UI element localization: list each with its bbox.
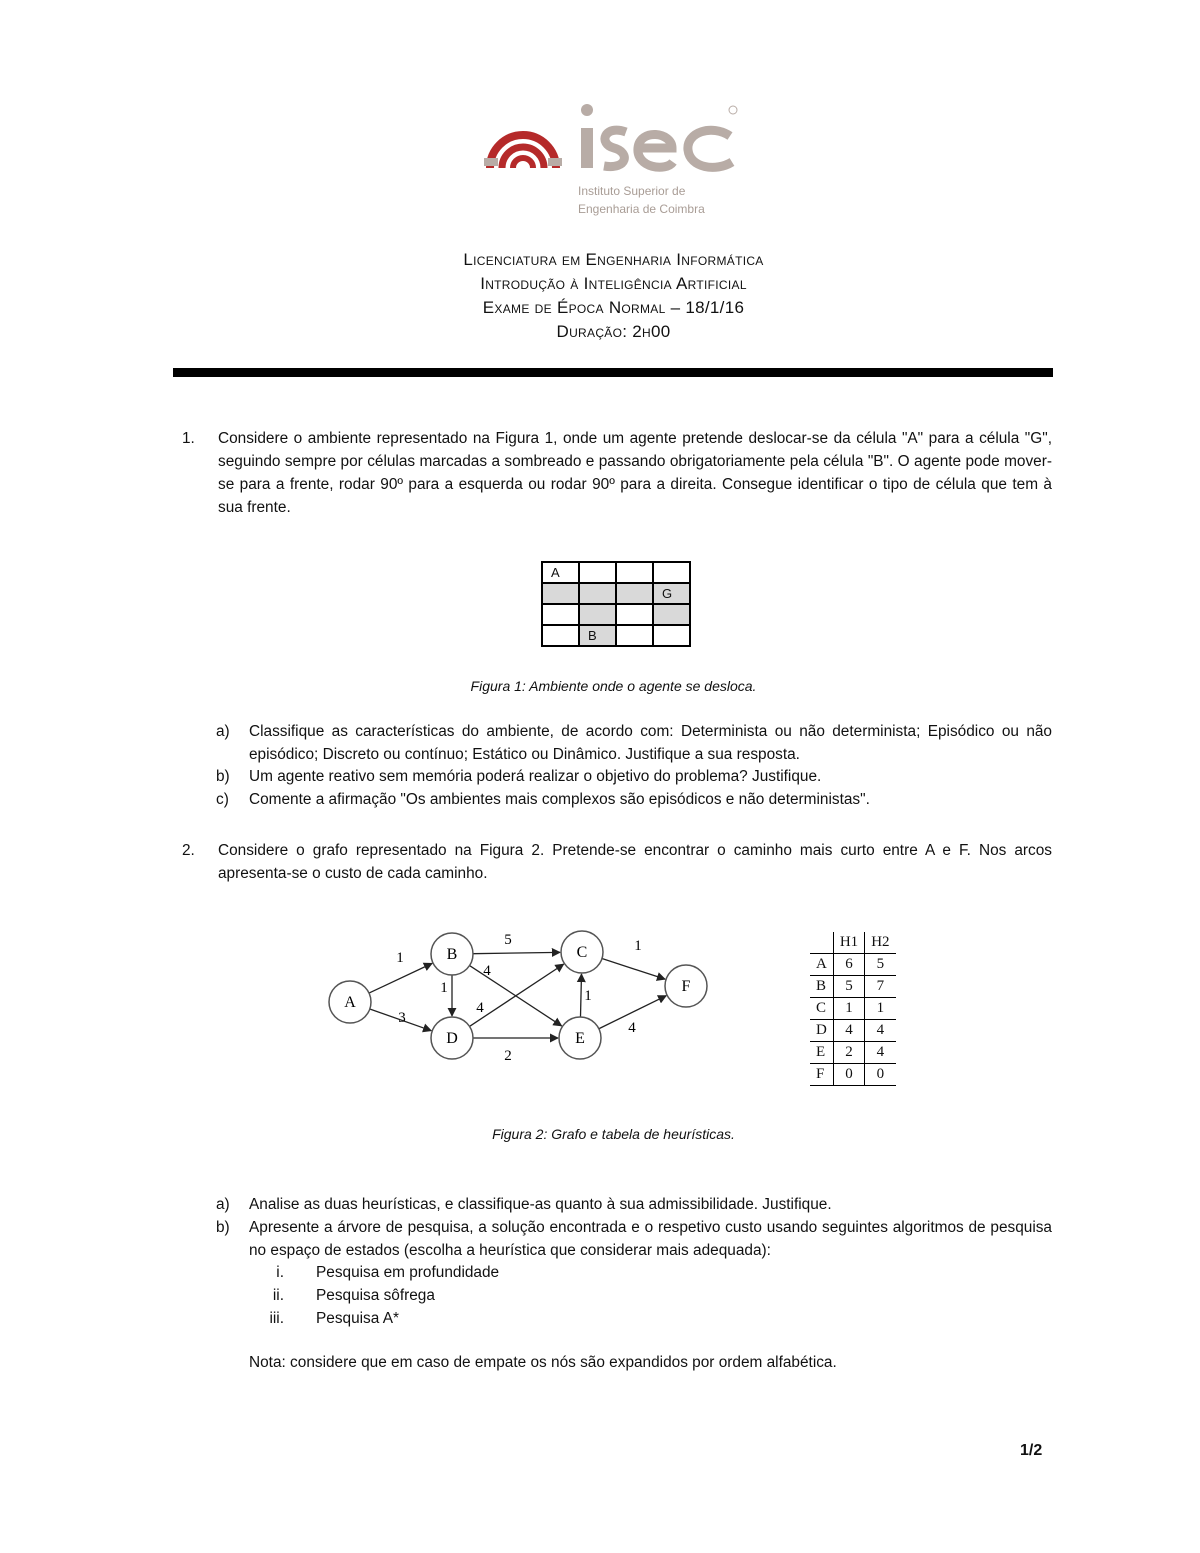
graph-node-label: A	[344, 994, 356, 1011]
graph-node-label: F	[681, 978, 691, 995]
grid-cell	[616, 583, 653, 604]
question-2a-label: a)	[216, 1196, 230, 1213]
grid-cell	[579, 604, 616, 625]
heuristics-h1-value: 2	[833, 1042, 864, 1064]
grid-cell-g: G	[653, 583, 690, 604]
heuristics-node: B	[810, 976, 833, 998]
graph-edge-a-b	[369, 963, 432, 993]
logo-subtitle	[578, 182, 705, 218]
figure-2-graph	[320, 920, 720, 1070]
question-2a	[216, 1193, 1052, 1216]
note-text: Nota: considere que em caso de empate os nós são expandidos por ordem alfabética.	[249, 1354, 837, 1371]
question-2	[182, 839, 1052, 885]
grid-cell	[616, 625, 653, 646]
question-2b-text: Apresente a árvore de pesquisa, a solução encontrada e o respetivo custo usando seguintes algoritmos de pesquisa no espaço de estados (escolha a heurística que considerar mais adequada):	[249, 1219, 1052, 1259]
grid-cell	[579, 583, 616, 604]
heuristics-h2-value: 7	[876, 978, 885, 994]
question-1b-text: Um agente reativo sem memória poderá realizar o objetivo do problema? Justifique.	[249, 768, 822, 785]
heuristics-node: E	[810, 1042, 833, 1064]
question-1c	[216, 788, 1052, 811]
graph-edge-cost: 2	[504, 1048, 512, 1064]
heuristics-h1-value: 4	[833, 1020, 864, 1042]
grid-cell	[542, 604, 579, 625]
question-2-number: 2.	[182, 842, 195, 859]
heuristics-node: F	[810, 1064, 833, 1086]
heuristics-row	[810, 998, 896, 1020]
grid-cell-b: B	[579, 625, 616, 646]
page-number: 1/2	[1020, 1442, 1043, 1459]
question-1a-label: a)	[216, 723, 230, 740]
grid-cell	[542, 583, 579, 604]
logo-sub-line-1: Instituto Superior de	[578, 184, 686, 198]
grid-cell	[616, 604, 653, 625]
grid-cell	[653, 562, 690, 583]
header-exam: Exame de Época Normal – 18/1/16	[482, 298, 745, 317]
graph-edge-cost: 4	[483, 963, 491, 979]
heuristics-row	[810, 1064, 896, 1086]
graph-edge-cost: 5	[504, 932, 512, 948]
question-1a-text: Classifique as características do ambiente, de acordo com: Determinista ou não determinista; Episódico ou não episódico; Discreto ou contínuo; Estático ou Dinâmico. Justifique a sua resposta.	[249, 723, 1052, 763]
grid-row	[542, 583, 690, 604]
heuristics-node: D	[810, 1020, 833, 1042]
figure-1-grid	[541, 561, 691, 647]
heuristics-h2-value: 0	[876, 1066, 885, 1082]
question-1-text: Considere o ambiente representado na Figura 1, onde um agente pretende deslocar-se da célula "A" para a célula "G", seguindo sempre por células marcadas a sombreado e passando obrigatoriamente pela célula "B". O agente pode mover-se para a frente, rodar 90º para a esquerda ou rodar 90º para a direita. Consegue identificar o tipo de célula que tem à sua frente.	[218, 430, 1052, 516]
heuristics-row	[810, 1042, 896, 1064]
heuristics-h1-value: 0	[833, 1064, 864, 1086]
header-subject: Introdução à Inteligência Artificial	[480, 274, 747, 293]
graph-edge-cost: 1	[396, 950, 404, 966]
heuristics-h2-value: 4	[876, 1044, 885, 1060]
heuristics-table	[810, 932, 896, 1086]
figure-1-caption: Figura 1: Ambiente onde o agente se desloca.	[470, 678, 757, 694]
note	[216, 1351, 1052, 1374]
header-rule	[173, 368, 1053, 377]
grid-cell	[653, 625, 690, 646]
algorithm-item-2-text: Pesquisa sôfrega	[316, 1287, 435, 1304]
question-1b-label: b)	[216, 768, 230, 785]
question-2b	[216, 1216, 1052, 1262]
grid-cell	[653, 604, 690, 625]
grid-cell	[542, 625, 579, 646]
grid-cell	[579, 562, 616, 583]
algorithm-item-3	[250, 1307, 399, 1330]
grid-row	[542, 625, 690, 646]
graph-node-label: D	[446, 1030, 458, 1047]
heuristics-header-h2: H2	[871, 934, 890, 950]
question-2-text: Considere o grafo representado na Figura 2. Pretende-se encontrar o caminho mais curto entre A e F. Nos arcos apresenta-se o custo de cada caminho.	[218, 842, 1052, 882]
heuristics-header-h1: H1	[833, 932, 864, 954]
question-1a	[216, 720, 1052, 766]
grid-cell	[616, 562, 653, 583]
question-1c-label: c)	[216, 791, 229, 808]
question-1c-text: Comente a afirmação "Os ambientes mais complexos são episódicos e não deterministas".	[249, 791, 870, 808]
question-2a-text: Analise as duas heurísticas, e classifique-as quanto à sua admissibilidade. Justifique.	[249, 1196, 832, 1213]
heuristics-row	[810, 954, 896, 976]
grid-row	[542, 604, 690, 625]
heuristics-node: A	[810, 954, 833, 976]
heuristics-h1-value: 5	[833, 976, 864, 998]
grid-row	[542, 562, 690, 583]
algorithm-item-1	[250, 1261, 499, 1284]
question-2b-label: b)	[216, 1219, 230, 1236]
graph-node-label: C	[576, 944, 588, 961]
header-course: Licenciatura em Engenharia Informática	[463, 250, 764, 269]
header-duration: Duração: 2h00	[556, 322, 671, 341]
graph-node-label: B	[446, 946, 458, 963]
heuristics-h1-value: 1	[833, 998, 864, 1020]
exam-header	[0, 248, 1200, 344]
algorithm-item-3-label: iii.	[269, 1310, 284, 1327]
heuristics-header-cell	[810, 932, 833, 954]
graph-edge-cost: 1	[634, 938, 642, 954]
algorithm-item-2-label: ii.	[272, 1287, 284, 1304]
graph-edge-cost: 4	[476, 1000, 484, 1016]
graph-edge-cost: 1	[584, 988, 592, 1004]
graph-edge-c-f	[602, 959, 665, 980]
heuristics-h2-value: 5	[876, 956, 885, 972]
heuristics-node: C	[810, 998, 833, 1020]
algorithm-item-3-text: Pesquisa A*	[316, 1310, 399, 1327]
heuristics-h2-value: 4	[876, 1022, 885, 1038]
heuristics-h2-value: 1	[876, 1000, 885, 1016]
heuristics-header-row	[810, 932, 896, 954]
graph-edge-cost: 3	[398, 1010, 406, 1026]
question-1b	[216, 765, 1052, 788]
heuristics-h1-value: 6	[833, 954, 864, 976]
algorithm-item-1-label: i.	[276, 1264, 284, 1281]
graph-edge-b-c	[473, 952, 560, 953]
graph-node-label: E	[575, 1030, 585, 1047]
heuristics-row	[810, 976, 896, 998]
figure-2-caption: Figura 2: Grafo e tabela de heurísticas.	[492, 1126, 735, 1142]
grid-cell-a: A	[542, 562, 579, 583]
heuristics-row	[810, 1020, 896, 1042]
algorithm-item-1-text: Pesquisa em profundidade	[316, 1264, 500, 1281]
question-1-number: 1.	[182, 430, 195, 447]
graph-edge-e-c	[580, 974, 581, 1017]
graph-edge-cost: 4	[628, 1020, 636, 1036]
question-1	[182, 427, 1052, 519]
graph-edge-cost: 1	[440, 980, 448, 996]
logo-sub-line-2: Engenharia de Coimbra	[578, 202, 705, 216]
algorithm-item-2	[250, 1284, 435, 1307]
